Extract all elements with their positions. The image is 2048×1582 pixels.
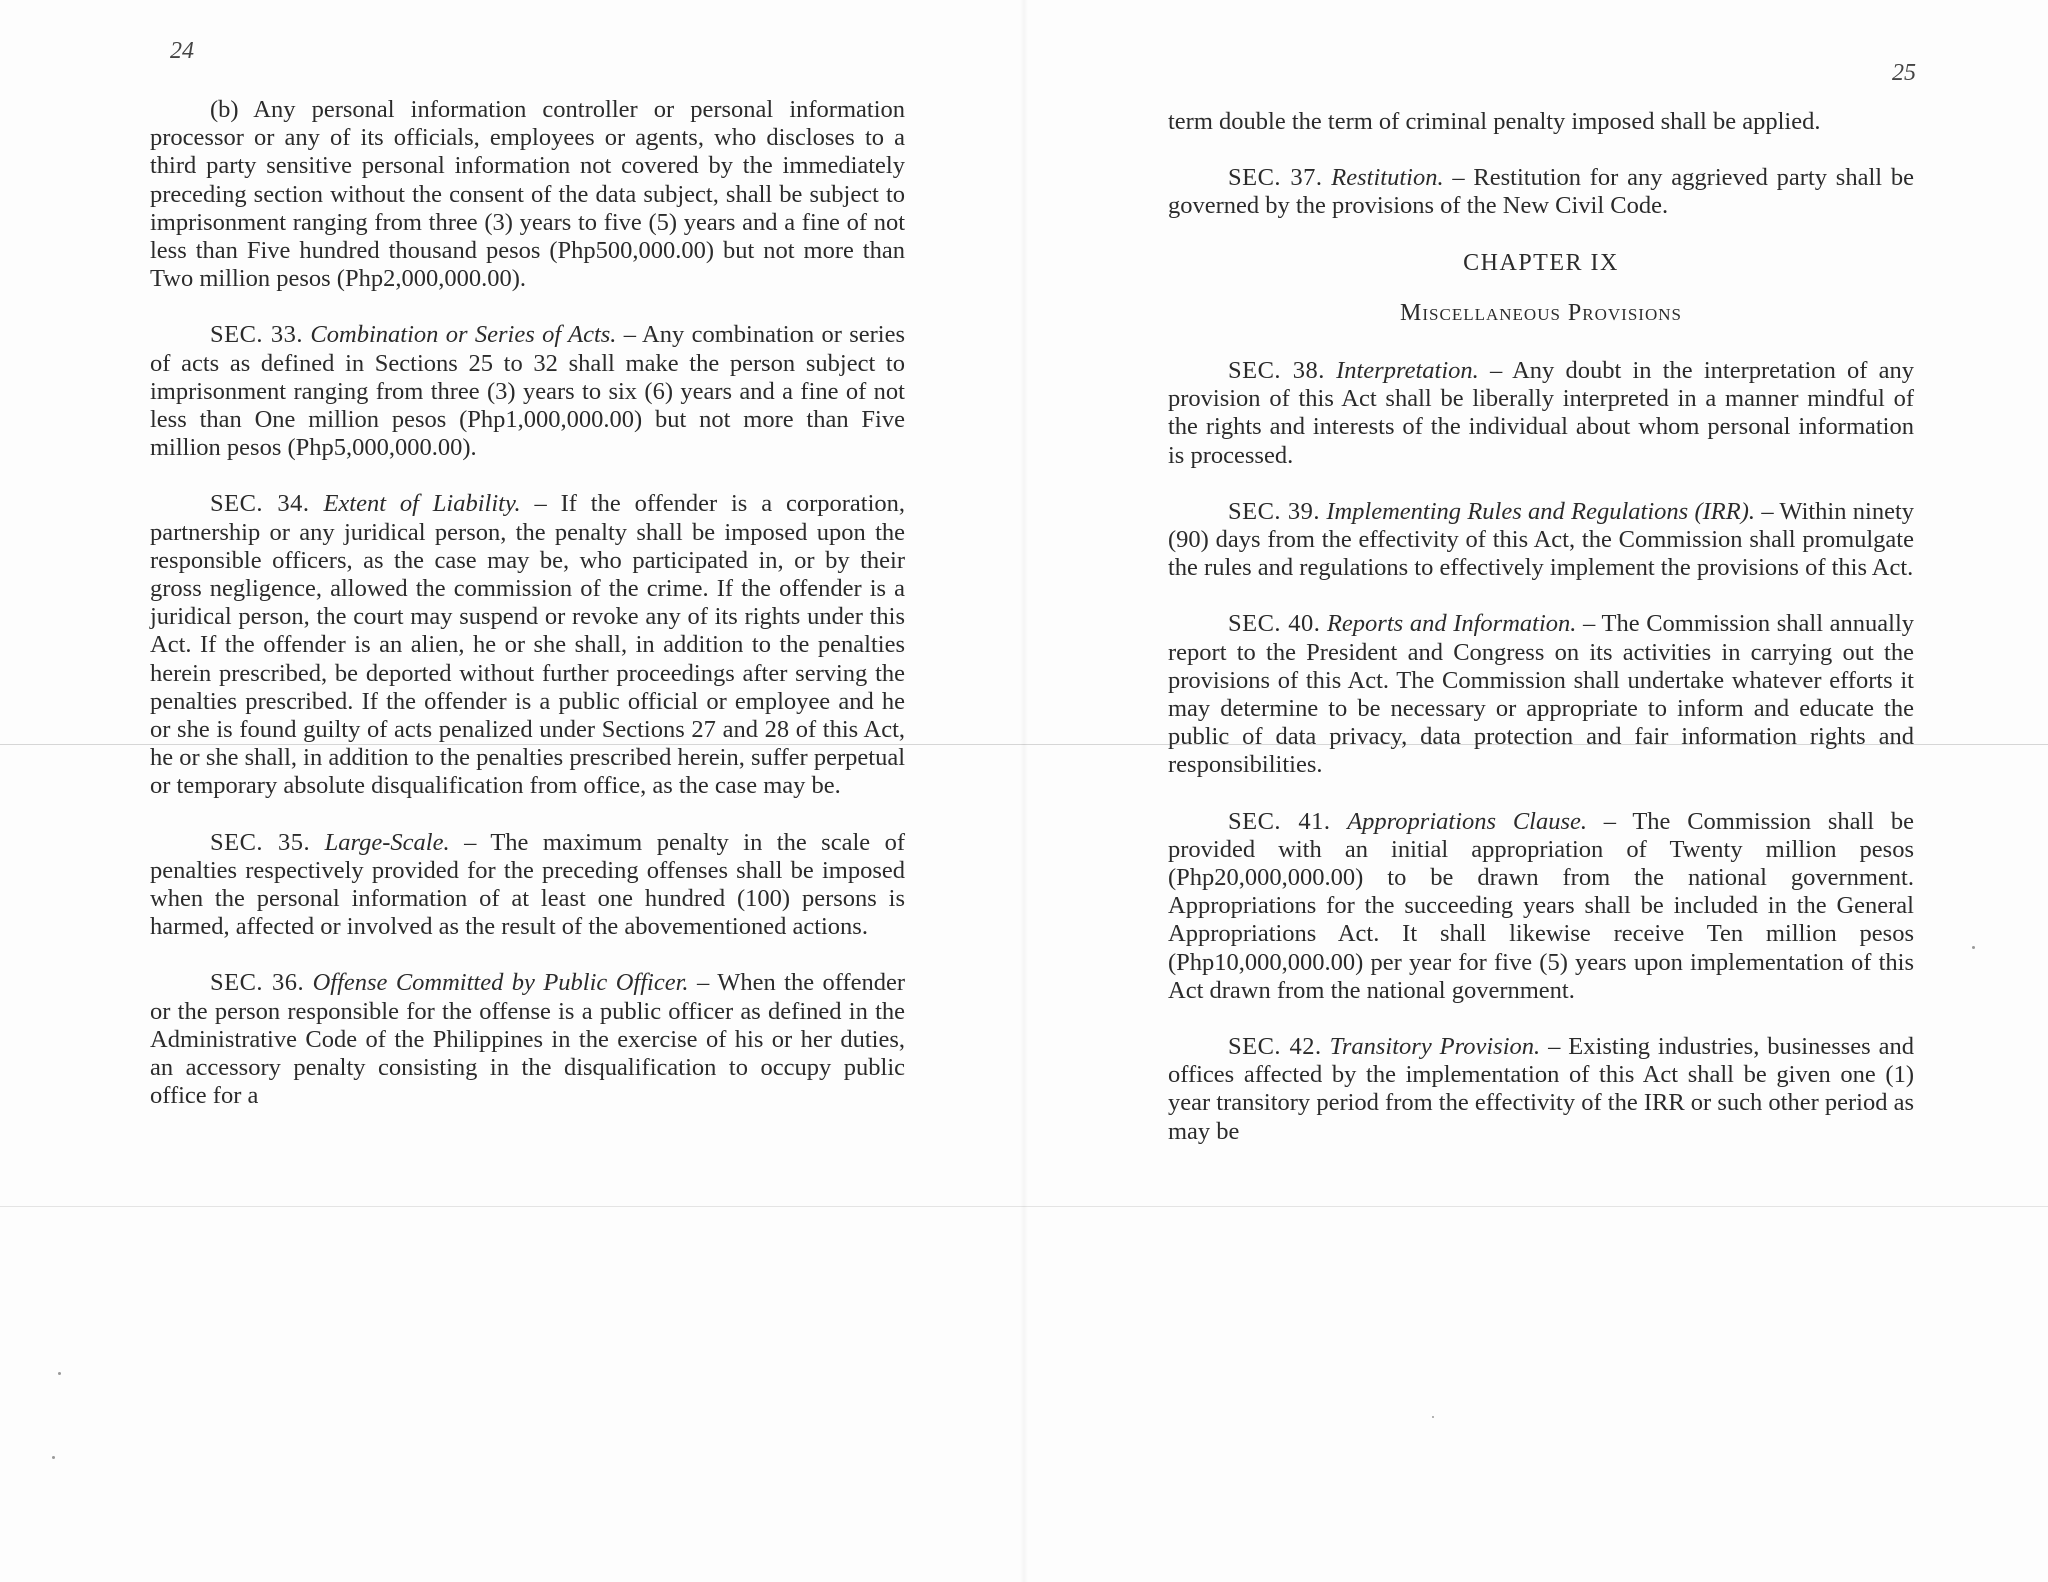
page-gutter bbox=[1020, 0, 1028, 1582]
chapter-subheading: Miscellaneous Provisions bbox=[1400, 299, 1682, 326]
scan-speck bbox=[52, 1456, 55, 1459]
section-33 bbox=[150, 321, 905, 462]
section-35 bbox=[150, 829, 905, 942]
section-40 bbox=[1168, 610, 1914, 779]
paragraph-text: (b) Any personal information controller or personal information processor or any of its officials, employees or agents, who discloses to a third party sensitive personal information not covered by the immediately preceding section without the consent of the data subject, shall be subject to imprisonment ranging from three (3) years to five (5) years and a fine of not less than Five hundred thousand pesos (Php500,000.00) but not more than Two million pesos (Php2,000,000.00). bbox=[150, 96, 905, 293]
scan-speck bbox=[1972, 946, 1975, 949]
section-title: Offense Committed by Public Officer. bbox=[312, 969, 689, 997]
left-page-column bbox=[150, 96, 905, 1139]
section-label: SEC. 41. bbox=[1228, 807, 1331, 835]
section-text: – When the offender or the person responsible for the offense is a public officer as defined in the Administrative Code of the Philippines in the exercise of his or her duties, an accessory penalty consisting in the disqualification to occupy public office for a bbox=[150, 969, 906, 1110]
section-label: SEC. 37. bbox=[1228, 164, 1323, 192]
section-41 bbox=[1168, 808, 1914, 1005]
section-text: – The maximum penalty in the scale of penalties respectively provided for the preceding offenses shall be imposed when the personal information of at least one hundred (100) persons is harmed, affected or involved as the result of the abovementioned actions. bbox=[150, 828, 906, 941]
section-label: SEC. 36. bbox=[210, 969, 305, 997]
section-42 bbox=[1168, 1033, 1914, 1146]
section-title: Transitory Provision. bbox=[1329, 1033, 1541, 1061]
section-text: – The Commission shall be provided with an initial appropriation of Twenty million pesos (Php20,000,000.00) to be drawn from the national government. Appropriations for the succeeding years shall be included in the General Appropriations Act. It shall likewise receive Ten million pesos (Php10,000,000.00) per year for five (5) years upon implementation of this Act drawn from the national government. bbox=[1168, 807, 1915, 1004]
section-label: SEC. 39. bbox=[1228, 497, 1320, 525]
section-label: SEC. 35. bbox=[210, 828, 311, 856]
section-label: SEC. 40. bbox=[1228, 610, 1321, 638]
section-title: Extent of Liability. bbox=[323, 490, 521, 518]
section-34 bbox=[150, 490, 905, 800]
section-text: – The Commission shall annually report to the President and Congress on its activities in carrying out the provisions of this Act. The Commission shall undertake whatever efforts it may determine to be necessary or appropriate to inform and educate the public of data privacy, data protection and fair information rights and responsibilities. bbox=[1168, 610, 1914, 779]
right-page-column bbox=[1168, 108, 1914, 1174]
section-title: Large-Scale. bbox=[324, 828, 450, 856]
section-title: Implementing Rules and Regulations (IRR). bbox=[1326, 497, 1755, 525]
page-number-right: 25 bbox=[1892, 60, 1916, 86]
paragraph-32b bbox=[150, 96, 905, 293]
chapter-heading: CHAPTER IX bbox=[1463, 249, 1619, 276]
page-number-left: 24 bbox=[170, 38, 194, 64]
section-title: Combination or Series of Acts. bbox=[310, 321, 617, 349]
scan-speck bbox=[1432, 1416, 1434, 1418]
section-title: Reports and Information. bbox=[1326, 610, 1577, 638]
section-title: Interpretation. bbox=[1336, 357, 1479, 385]
section-text: – Any doubt in the interpretation of any provision of this Act shall be liberally interpreted in a manner mindful of the rights and interests of the individual about whom personal information is processed. bbox=[1168, 357, 1915, 469]
continuation-paragraph bbox=[1168, 108, 1914, 136]
section-text: – Existing industries, businesses and offices affected by the implementation of this Act shall be given one (1) year transitory period from the effectivity of the IRR or such other period as may be bbox=[1168, 1033, 1915, 1145]
section-label: SEC. 34. bbox=[210, 490, 310, 518]
scan-speck bbox=[58, 1372, 61, 1375]
section-text: – Any combination or series of acts as defined in Sections 25 to 32 shall make the person subject to imprisonment ranging from three (3) years to six (6) years and a fine of not less than One million pesos (Php1,000,000.00) but not more than Five million pesos (Php5,000,000.00). bbox=[150, 321, 906, 462]
section-text: – If the offender is a corporation, partnership or any juridical person, the penalty shall be imposed upon the responsible officers, as the case may be, who participated in, or by their gross negligence, allowed the commission of the crime. If the offender is a juridical person, the court may suspend or revoke any of its rights under this Act. If the offender is an alien, he or she shall, in addition to the penalties herein prescribed, be deported without further proceedings after serving the penalties prescribed. If the offender is a public official or employee and he or she is found guilty of acts penalized under Sections 27 and 28 of this Act, he or she shall, in addition to the penalties prescribed herein, suffer perpetual or temporary absolute disqualification from office, as the case may be. bbox=[150, 490, 906, 800]
section-label: SEC. 33. bbox=[210, 321, 304, 349]
section-title: Appropriations Clause. bbox=[1347, 807, 1587, 835]
paragraph-text: term double the term of criminal penalty imposed shall be applied. bbox=[1168, 108, 1821, 135]
section-38 bbox=[1168, 357, 1914, 470]
section-39 bbox=[1168, 498, 1914, 583]
section-label: SEC. 38. bbox=[1228, 357, 1325, 385]
section-36 bbox=[150, 969, 905, 1110]
section-label: SEC. 42. bbox=[1228, 1033, 1322, 1061]
section-37 bbox=[1168, 164, 1914, 220]
section-title: Restitution. bbox=[1331, 164, 1444, 192]
section-text: – Within ninety (90) days from the effectivity of this Act, the Commission shall promulgate the rules and regulations to effectively implement the provisions of this Act. bbox=[1168, 497, 1915, 582]
section-text: – Restitution for any aggrieved party shall be governed by the provisions of the New Civil Code. bbox=[1168, 164, 1914, 220]
